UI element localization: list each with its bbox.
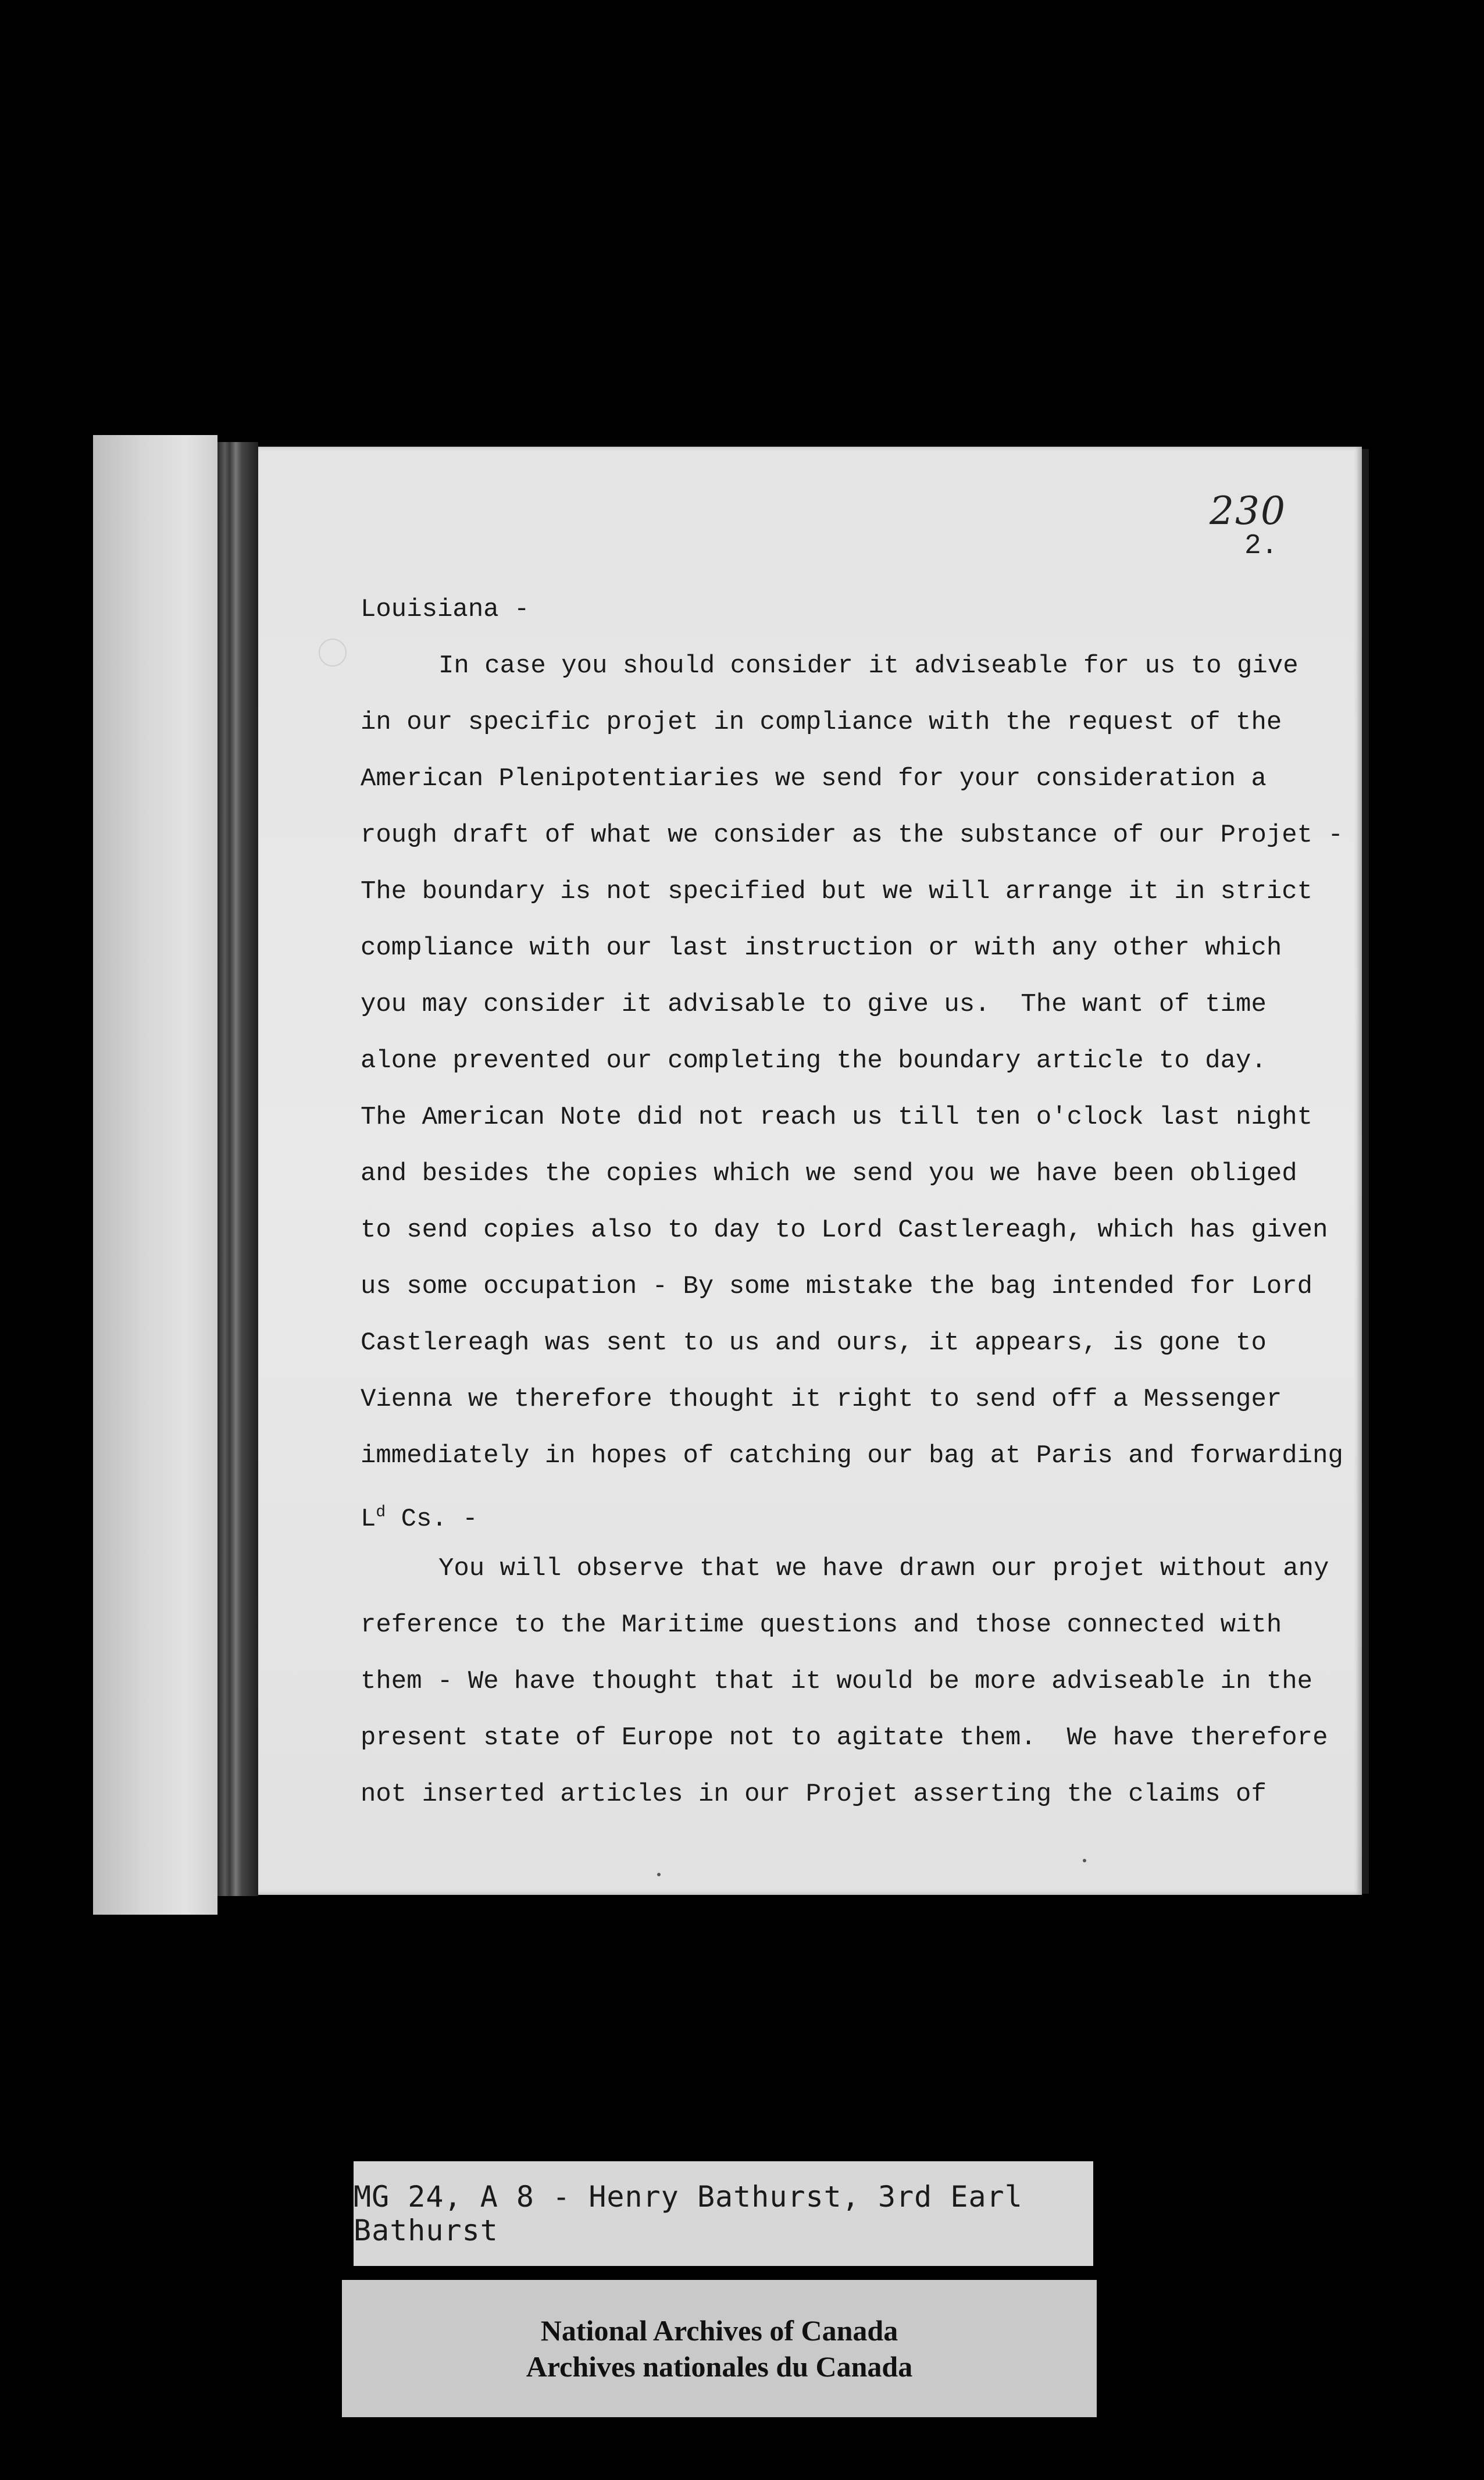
text-line: and besides the copies which we send you we have been obliged	[361, 1159, 1297, 1188]
page-number: 2.	[1244, 530, 1278, 562]
archive-label	[342, 2280, 1097, 2417]
text-line: The American Note did not reach us till ten o'clock last night	[361, 1103, 1313, 1132]
text-line: you may consider it advisable to give us. The want of time	[361, 990, 1267, 1019]
closing-line	[361, 1484, 1337, 1541]
text-line: American Plenipotentiaries we send for your consideration a	[361, 764, 1267, 793]
binding-gutter	[217, 442, 258, 1896]
collection-label	[354, 2161, 1093, 2266]
punch-hole	[319, 639, 347, 667]
adjacent-page-strip	[93, 435, 217, 1915]
closing-prefix: L	[361, 1505, 376, 1534]
archive-name-en: National Archives of Canada	[540, 2314, 898, 2347]
text-line: in our specific projet in compliance with the request of the	[361, 708, 1282, 737]
text-line: The boundary is not specified but we will arrange it in strict	[361, 877, 1313, 906]
text-line: to send copies also to day to Lord Castlereagh, which has given	[361, 1216, 1328, 1245]
text-line: Castlereagh was sent to us and ours, it appears, is gone to	[361, 1328, 1267, 1357]
text-line: immediately in hopes of catching our bag at Paris and forwarding	[361, 1441, 1343, 1470]
closing-suffix: Cs. -	[386, 1505, 478, 1534]
text-line: In case you should consider it adviseable for us to give	[438, 651, 1298, 680]
text-line: reference to the Maritime questions and those connected with	[361, 1610, 1282, 1640]
collection-label-text: MG 24, A 8 - Henry Bathurst, 3rd Earl Bathurst	[354, 2180, 1023, 2247]
page-edge	[1362, 449, 1369, 1894]
archive-name-fr: Archives nationales du Canada	[526, 2350, 913, 2383]
text-line: Vienna we therefore thought it right to send off a Messenger	[361, 1385, 1282, 1414]
text-line: You will observe that we have drawn our projet without any	[438, 1554, 1329, 1583]
letter-body	[361, 582, 1343, 1823]
text-line: alone prevented our completing the boundary article to day.	[361, 1046, 1267, 1075]
speck	[657, 1873, 661, 1876]
closing-superscript: d	[376, 1503, 386, 1522]
text-line: them - We have thought that it would be more adviseable in the	[361, 1667, 1313, 1696]
text-line: us some occupation - By some mistake the bag intended for Lord	[361, 1272, 1313, 1301]
text-line: rough draft of what we consider as the substance of our Projet -	[361, 821, 1343, 850]
text-line: compliance with our last instruction or with any other which	[361, 933, 1282, 963]
text-line: not inserted articles in our Projet asserting the claims of	[361, 1780, 1267, 1809]
folio-number: 230	[1210, 489, 1286, 533]
speck	[1083, 1859, 1086, 1862]
heading-louisiana: Louisiana -	[361, 595, 530, 624]
text-line: present state of Europe not to agitate them. We have therefore	[361, 1723, 1328, 1752]
